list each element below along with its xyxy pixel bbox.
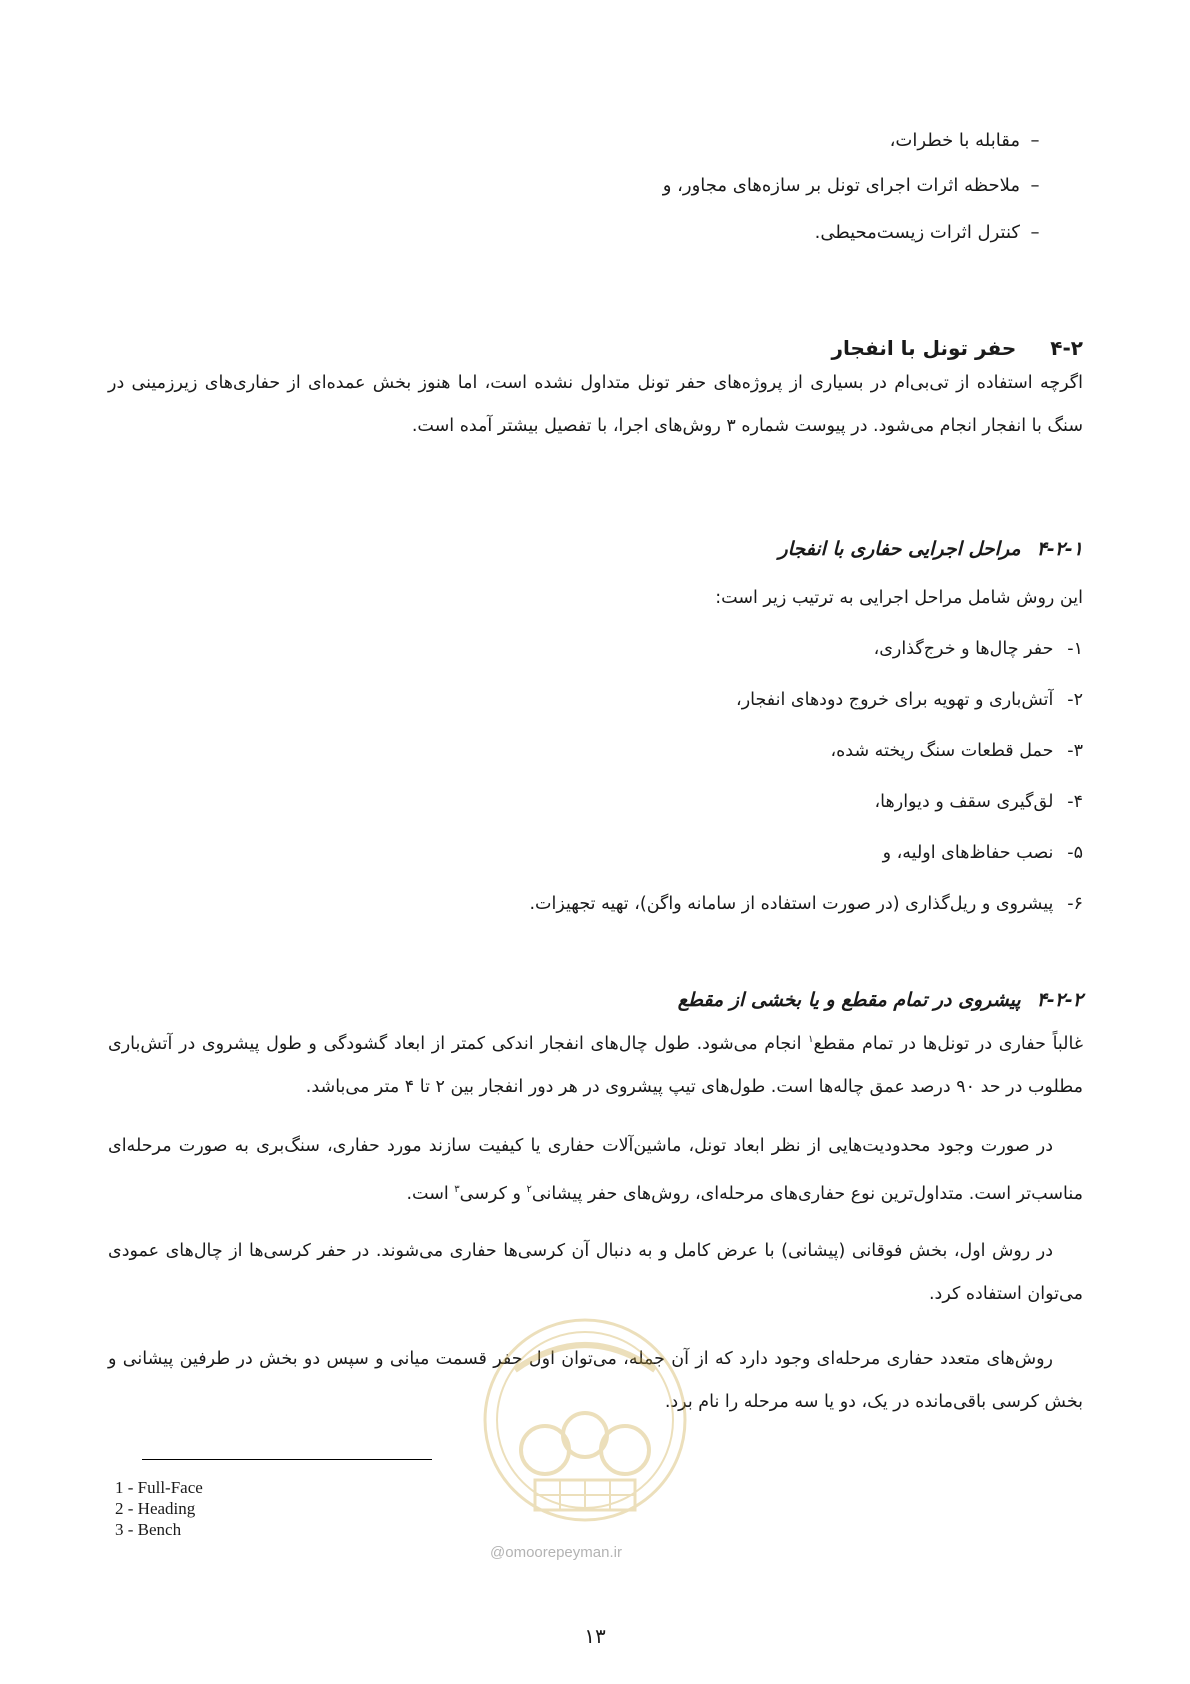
- subsection-title: پیشروی در تمام مقطع و یا بخشی از مقطع: [677, 989, 1021, 1011]
- paragraph-text: غالباً حفاری در تونل‌ها در تمام مقطع: [813, 1033, 1083, 1054]
- footnote-1: 1 - Full-Face: [115, 1478, 203, 1497]
- bullet-text: مقابله با خطرات،: [889, 130, 1020, 151]
- footnote-ref: ۲: [526, 1184, 532, 1195]
- section-heading: [832, 336, 1083, 360]
- bullet-text: ملاحظه اثرات اجرای تونل بر سازه‌های مجاور، و: [662, 175, 1020, 196]
- step-text: حفر چال‌ها و خرج‌گذاری،: [873, 639, 1054, 659]
- watermark-logo: [475, 1300, 695, 1570]
- footnote-ref: ۱: [808, 1034, 814, 1045]
- section-number: ۴-۲: [1050, 336, 1083, 360]
- step-text: لق‌گیری سقف و دیوارها،: [874, 792, 1054, 812]
- paragraph-text: و کرسی: [459, 1183, 527, 1204]
- paragraph-text: در صورت وجود محدودیت‌هایی از نظر ابعاد تونل، ماشین‌آلات حفاری یا کیفیت سازند مورد حفاری، سنگ‌بری به صورت مرحله‌ای مناسب‌تر است. متداول‌ترین نوع حفاری‌های مرحله‌ای، روش‌های حفر پیشانی: [108, 1136, 1083, 1204]
- step-number: ۳-: [1067, 741, 1083, 761]
- step-item: [875, 792, 1083, 812]
- step-text: آتش‌باری و تهویه برای خروج دودهای انفجار،: [736, 690, 1054, 710]
- bullet-item: [663, 173, 1050, 199]
- step-text: نصب حفاظ‌های اولیه، و: [882, 843, 1054, 863]
- subsection-title: مراحل اجرایی حفاری با انفجار: [778, 538, 1021, 560]
- steps-intro: این روش شامل مراحل اجرایی به ترتیب زیر است:: [715, 588, 1083, 608]
- subsection-number: ۴-۲-۲: [1036, 989, 1083, 1011]
- step-number: ۴-: [1067, 792, 1083, 812]
- footnote-3: 3 - Bench: [115, 1520, 182, 1539]
- bullet-item: [890, 128, 1050, 154]
- intro-paragraph: اگرچه استفاده از تی‌بی‌ام در بسیاری از پروژه‌های حفر تونل متداول نشده است، اما هنوز بخش عمده‌ای از حفاری‌های زیرزمینی در سنگ با انفجار انجام می‌شود. در پیوست شماره ۳ روش‌های اجرا، با تفصیل بیشتر آمده است.: [108, 373, 1083, 436]
- step-number: ۱-: [1067, 639, 1083, 659]
- bullet-item: [815, 220, 1050, 246]
- subsection-number: ۴-۲-۱: [1036, 538, 1083, 560]
- dash-marker: –: [1030, 222, 1040, 243]
- step-item: [529, 894, 1083, 914]
- watermark-handle: @omoorepeyman.ir: [490, 1544, 622, 1561]
- subsection-heading: [678, 989, 1083, 1011]
- paragraph-text: انجام می‌شود. طول چال‌های انفجار اندکی کمتر از ابعاد گشودگی و طول پیشروی در آتش‌باری مطلوب در حد ۹۰ درصد عمق چاله‌ها است. طول‌های تیپ پیشروی در هر دور انفجار بین ۲ تا ۴ متر می‌باشد.: [108, 1033, 1083, 1097]
- dash-marker: –: [1030, 175, 1040, 196]
- page-number: ۱۳: [584, 1624, 606, 1648]
- paragraph-staged: [108, 1125, 1083, 1216]
- step-item: [830, 741, 1083, 761]
- paragraph-text: است.: [406, 1183, 455, 1204]
- step-text: حمل قطعات سنگ ریخته شده،: [830, 741, 1054, 761]
- dash-marker: –: [1030, 130, 1040, 151]
- step-item: [874, 639, 1083, 659]
- step-number: ۵-: [1067, 843, 1083, 863]
- step-text: پیشروی و ریل‌گذاری (در صورت استفاده از سامانه واگن)، تهیه تجهیزات.: [529, 894, 1054, 914]
- footnote-separator: [142, 1459, 432, 1460]
- section-title: حفر تونل با انفجار: [831, 336, 1017, 360]
- step-number: ۶-: [1067, 894, 1083, 914]
- subsection-heading: [778, 538, 1083, 560]
- step-number: ۲-: [1067, 690, 1083, 710]
- step-item: [883, 843, 1083, 863]
- paragraph-multiple-methods: روش‌های متعدد حفاری مرحله‌ای وجود دارد که از آن جمله، می‌توان اول حفر قسمت میانی و سپس دو بخش در طرفین پیشانی و بخش کرسی باقی‌مانده در یک، دو یا سه مرحله را نام برد.: [108, 1349, 1083, 1412]
- footnote-2: 2 - Heading: [115, 1499, 196, 1518]
- paragraph-method-one: در روش اول، بخش فوقانی (پیشانی) با عرض کامل و به دنبال آن کرسی‌ها حفاری می‌شوند. در حفر کرسی‌ها از چال‌های عمودی می‌توان استفاده کرد.: [108, 1241, 1083, 1304]
- step-item: [736, 690, 1083, 710]
- paragraph-full-face: [108, 1018, 1083, 1109]
- footnote-ref: ۳: [454, 1184, 460, 1195]
- bullet-text: کنترل اثرات زیست‌محیطی.: [814, 222, 1020, 243]
